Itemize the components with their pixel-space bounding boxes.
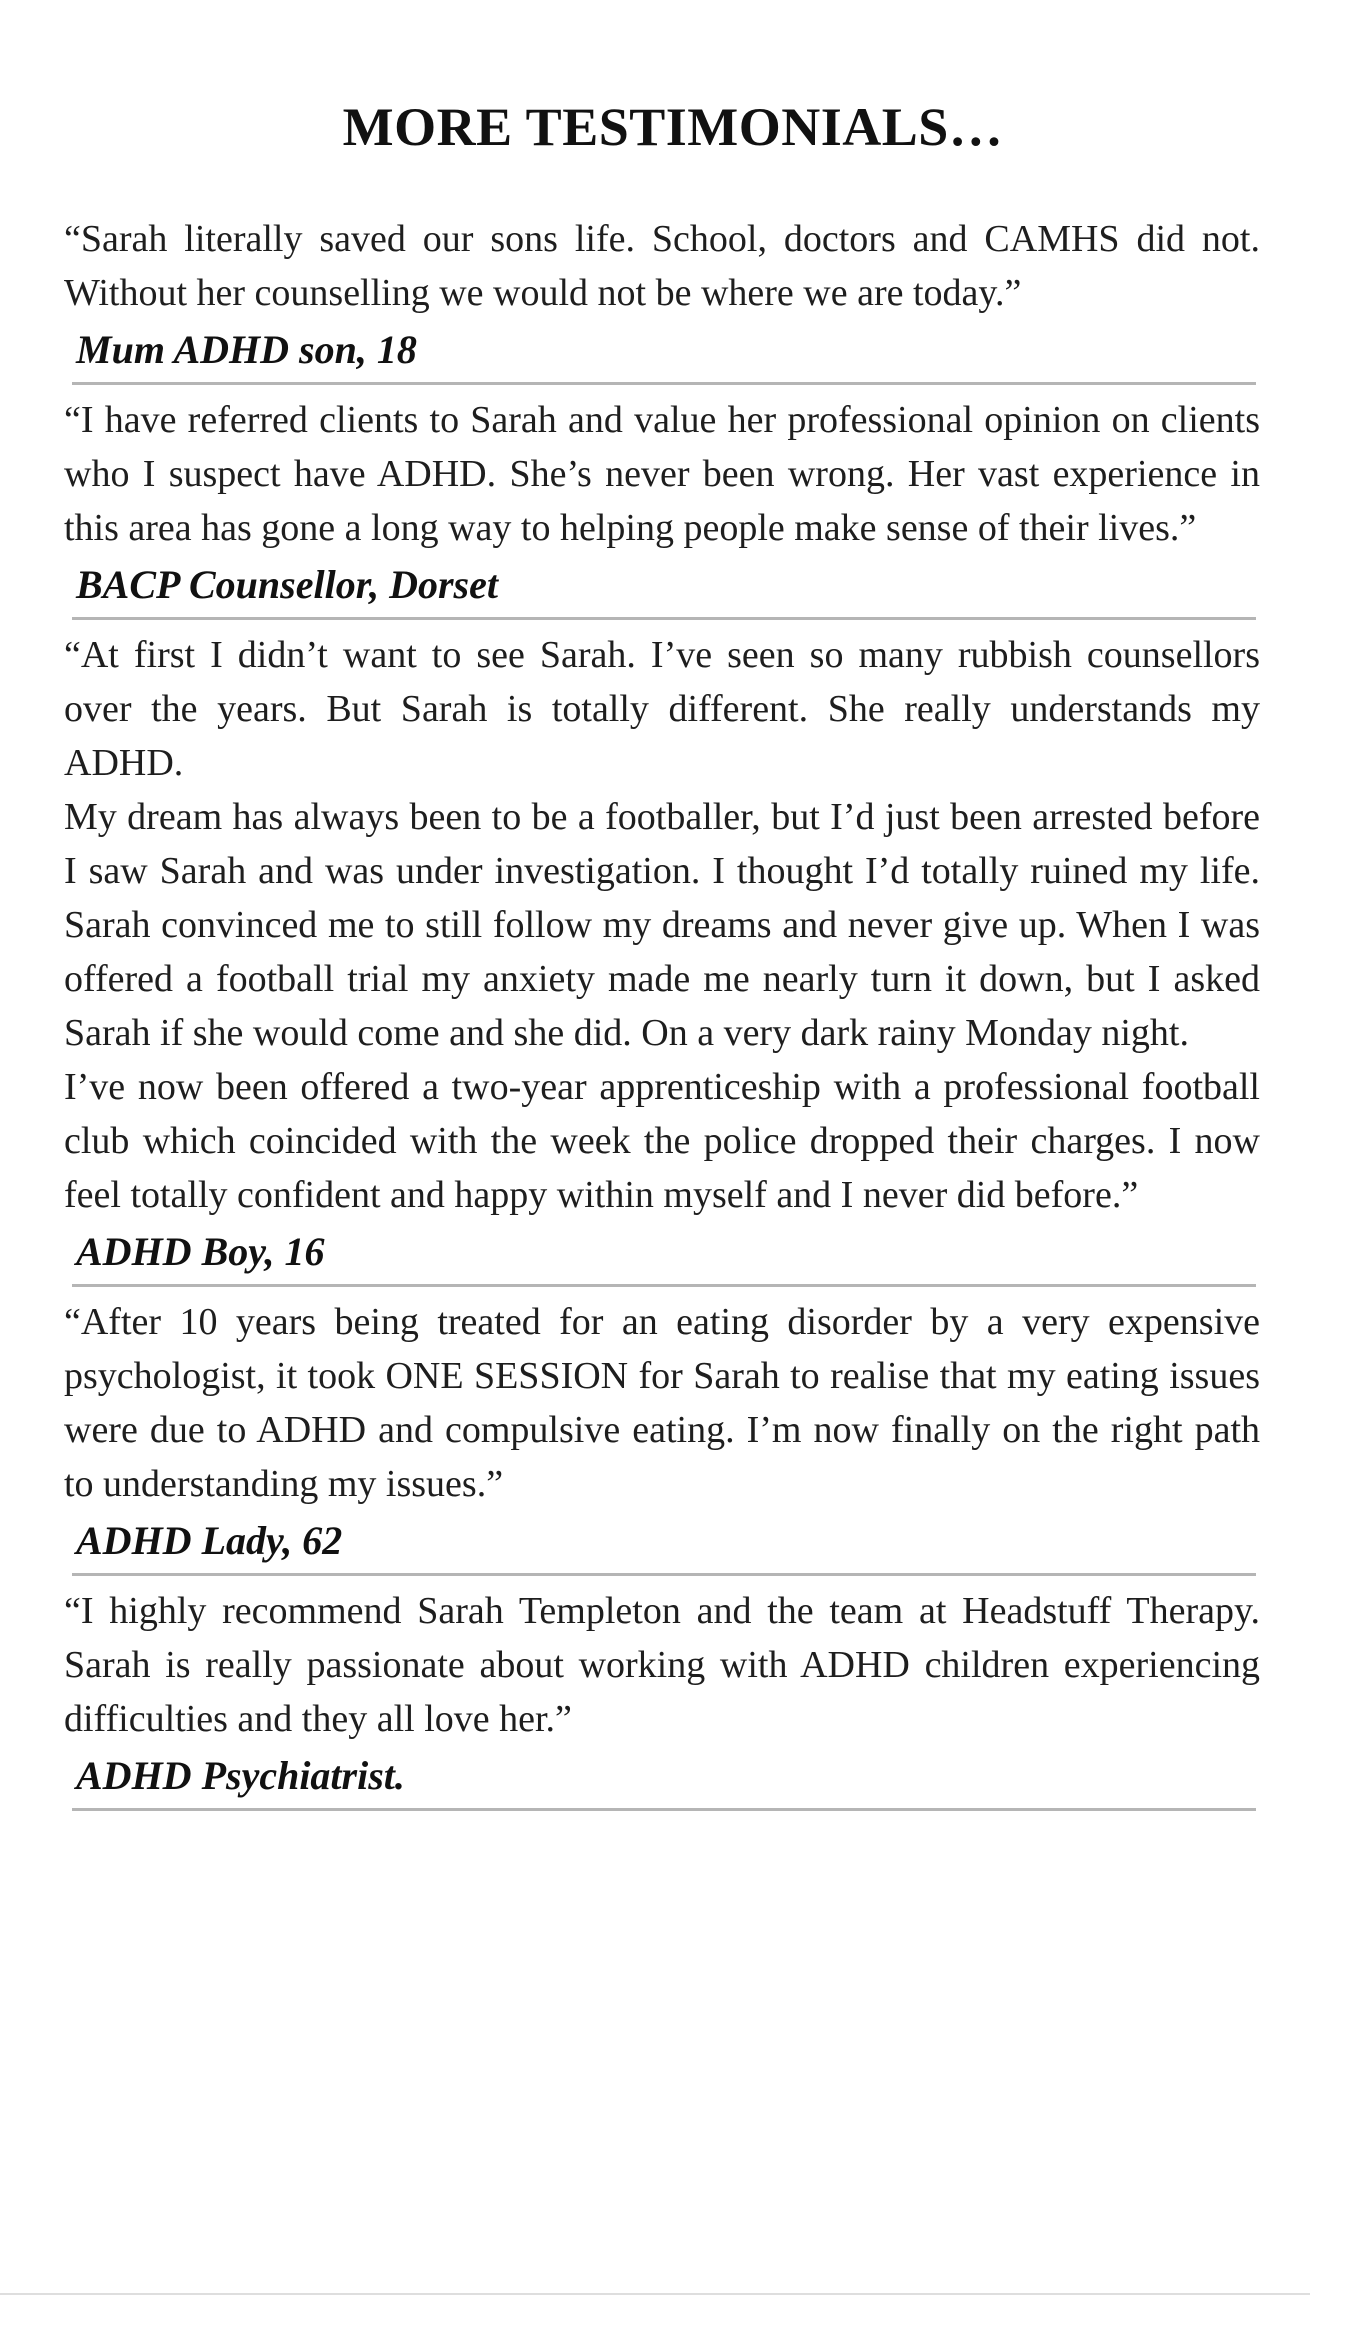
quote-paragraph: “Sarah literally saved our sons life. School, doctors and CAMHS did not. Without her counselling we would not be where we are today.” bbox=[64, 218, 1260, 314]
divider bbox=[72, 382, 1256, 385]
testimonials-list bbox=[64, 212, 1260, 1819]
quote-paragraph: “After 10 years being treated for an eating disorder by a very expensive psychologist, it took ONE SESSION for Sarah to realise that my eating issues were due to ADHD and compulsive eating. I’m now finally on the right path to understanding my issues.” bbox=[64, 1301, 1260, 1505]
quote-paragraph: “I highly recommend Sarah Templeton and the team at Headstuff Therapy. Sarah is really passionate about working with ADHD children experiencing difficulties and they all love her.” bbox=[64, 1590, 1260, 1740]
testimonial-quote bbox=[64, 1295, 1260, 1511]
divider bbox=[72, 1284, 1256, 1287]
testimonial-quote bbox=[64, 212, 1260, 320]
testimonial-1 bbox=[64, 212, 1260, 385]
quote-paragraph: My dream has always been to be a footballer, but I’d just been arrested before I saw Sarah and was under investigation. I thought I’d totally ruined my life. Sarah convinced me to still follow my dreams and never give up. When I was offered a football trial my anxiety made me nearly turn it down, but I asked Sarah if she would come and she did. On a very dark rainy Monday night. bbox=[64, 796, 1260, 1054]
testimonial-5 bbox=[64, 1584, 1260, 1811]
divider bbox=[72, 1573, 1256, 1576]
testimonial-author: ADHD Psychiatrist. bbox=[76, 1753, 405, 1798]
testimonial-2 bbox=[64, 393, 1260, 620]
page-title: MORE TESTIMONIALS… bbox=[342, 97, 1004, 157]
page-bottom-divider bbox=[0, 2293, 1310, 2295]
quote-paragraph: “I have referred clients to Sarah and value her professional opinion on clients who I suspect have ADHD. She’s never been wrong. Her vast experience in this area has gone a long way to helping people make sense of their lives.” bbox=[64, 399, 1260, 549]
testimonial-author: ADHD Lady, 62 bbox=[76, 1518, 343, 1563]
quote-paragraph: I’ve now been offered a two-year apprenticeship with a professional football club which coincided with the week the police dropped their charges. I now feel totally confident and happy within myself and I never did before.” bbox=[64, 1066, 1260, 1216]
testimonial-3 bbox=[64, 628, 1260, 1287]
testimonial-author: ADHD Boy, 16 bbox=[76, 1229, 325, 1274]
testimonial-author: Mum ADHD son, 18 bbox=[76, 327, 417, 372]
divider bbox=[72, 617, 1256, 620]
testimonial-author: BACP Counsellor, Dorset bbox=[76, 562, 498, 607]
divider bbox=[72, 1808, 1256, 1811]
testimonial-4 bbox=[64, 1295, 1260, 1576]
quote-paragraph: “At first I didn’t want to see Sarah. I’ve seen so many rubbish counsellors over the years. But Sarah is totally different. She really understands my ADHD. bbox=[64, 634, 1260, 784]
testimonial-quote bbox=[64, 628, 1260, 1222]
testimonial-quote bbox=[64, 393, 1260, 555]
testimonial-quote bbox=[64, 1584, 1260, 1746]
